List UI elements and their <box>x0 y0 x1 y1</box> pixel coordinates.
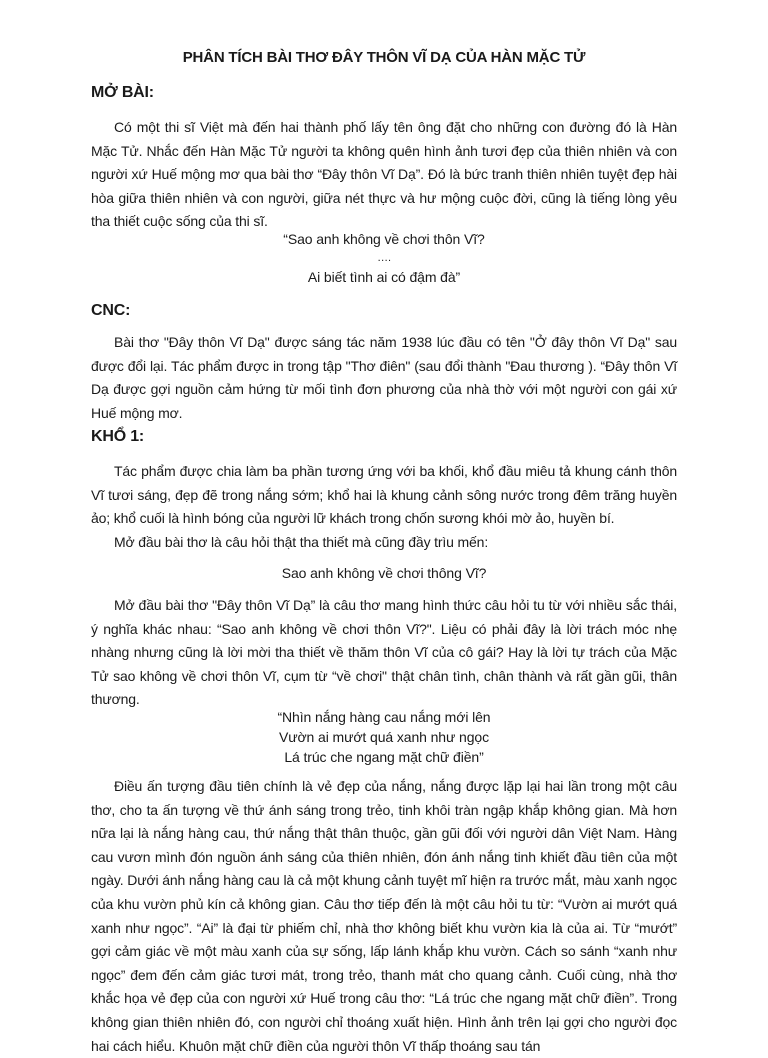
verse-line: Vườn ai mướt quá xanh như ngọc <box>278 729 490 745</box>
section-heading-mo-bai: MỞ BÀI: <box>91 84 154 101</box>
verse-line: …. <box>377 252 391 264</box>
verse-line: Lá trúc che ngang mặt chữ điền” <box>284 749 484 765</box>
verse-line: “Nhìn nắng hàng cau nắng mới lên <box>277 709 491 725</box>
verse-line: Ai biết tình ai có đậm đà” <box>307 269 461 285</box>
verse-line: “Sao anh không về chơi thôn Vĩ? <box>283 231 485 247</box>
verse-kho-1 <box>91 707 677 767</box>
paragraph-mo-bai: Có một thi sĩ Việt mà đến hai thành phố lấy tên ông đặt cho những con đường đó là Hàn Mặc Tử. Nhắc đến Hàn Mặc Tử người ta không quên hình ảnh tươi đẹp của thiên nhiên và con người xứ Huế mộng mơ qua bài thơ “Đây thôn Vĩ Dạ”. Đó là bức tranh thiên nhiên tuyệt đẹp hài hòa giữa thiên nhiên và con người, giữa nét thực và hư mộng cuộc đời, cũng là tiếng lòng yêu tha thiết cuộc sống của thi sĩ. <box>91 119 677 230</box>
paragraph-kho-1-analysis: Mở đầu bài thơ "Đây thôn Vĩ Dạ” là câu thơ mang hình thức câu hỏi tu từ với nhiều sắc thái, ý nghĩa khác nhau: “Sao anh không về chơi thôn Vĩ?". Liệu có phải đây là lời trách móc nhẹ nhàng nhưng cũng là lời mời tha thiết về thăm thôn Vĩ của cô gái? Hay là lời tự trách của Mặc Tử sao không về chơi thôn Vĩ, cụm từ “về chơi" thật chân tình, chân thành và rất gần gũi, thân thương. <box>91 597 677 708</box>
section-heading-kho-1: KHỔ 1: <box>91 428 145 445</box>
section-heading-cnc: CNC: <box>91 302 131 319</box>
paragraph-kho-1-detail: Điều ấn tượng đầu tiên chính là vẻ đẹp của nắng, nắng được lặp lại hai lần trong một câu thơ, cho ta ấn tượng về thứ ánh sáng trong trẻo, tinh khôi tràn ngập khắp không gian. Mà hơn nữa lại là nắng hàng cau, thứ nắng thật thân thuộc, gần gũi đối với người dân Việt Nam. Hàng cau vươn mình đón nguồn ánh sáng của thiên nhiên, đón ánh nắng tinh khiết đầu tiên của một ngày. Dưới ánh nắng hàng cau là cả một khung cảnh tuyệt mĩ hiện ra trước mắt, màu xanh ngọc của khu vườn phủ kín cả không gian. Câu thơ tiếp đến là một câu hỏi tu từ: “Vườn ai mướt quá xanh như ngọc”. “Ai” là đại từ phiếm chỉ, nhà thơ không biết khu vườn kia là của ai. Từ “mướt” gợi cảm giác về một màu xanh của sự sống, lấp lánh khắp khu vườn. Cách so sánh “xanh như ngọc” đem đến cảm giác tươi mát, trong trẻo, thanh mát cho quang cảnh. Cuối cùng, nhà thơ khắc họa vẻ đẹp của con người xứ Huế trong câu thơ: “Lá trúc che ngang mặt chữ điền”. Trong không gian thiên nhiên đó, con người chỉ thoáng xuất hiện. Hình ảnh trên lại gợi cho người đọc hai cách hiểu. Khuôn mặt chữ điền của người thôn Vĩ thấp thoáng sau tán <box>91 778 677 1054</box>
intro-line: Mở đầu bài thơ là câu hỏi thật tha thiết mà cũng đầy trìu mến: <box>114 534 489 550</box>
verse-mo-bai <box>91 229 677 287</box>
quote-line: Sao anh không về chơi thông Vĩ? <box>281 565 487 581</box>
paragraph-cnc: Bài thơ "Đây thôn Vĩ Dạ" được sáng tác năm 1938 lúc đầu có tên "Ở đây thôn Vĩ Dạ" sau được đổi lại. Tác phẩm được in trong tập "Thơ điên" (sau đổi thành "Đau thương ). “Đây thôn Vĩ Dạ được gợi nguồn cảm hứng từ mối tình đơn phương của nhà thờ với một người con gái xứ Huế mộng mơ. <box>91 334 677 421</box>
paragraph-kho-1-intro: Tác phẩm được chia làm ba phần tương ứng với ba khối, khổ đầu miêu tả khung cánh thôn Vĩ tươi sáng, đẹp đẽ trong nắng sớm; khổ hai là khung cảnh sông nước trong đêm trăng huyền ảo; khổ cuối là hình bóng của người lữ khách trong chốn sương khói mờ ảo, huyền bí. <box>91 463 677 527</box>
document-title: PHÂN TÍCH BÀI THƠ ĐÂY THÔN VĨ DẠ CỦA HÀN MẶC TỬ <box>182 49 586 66</box>
